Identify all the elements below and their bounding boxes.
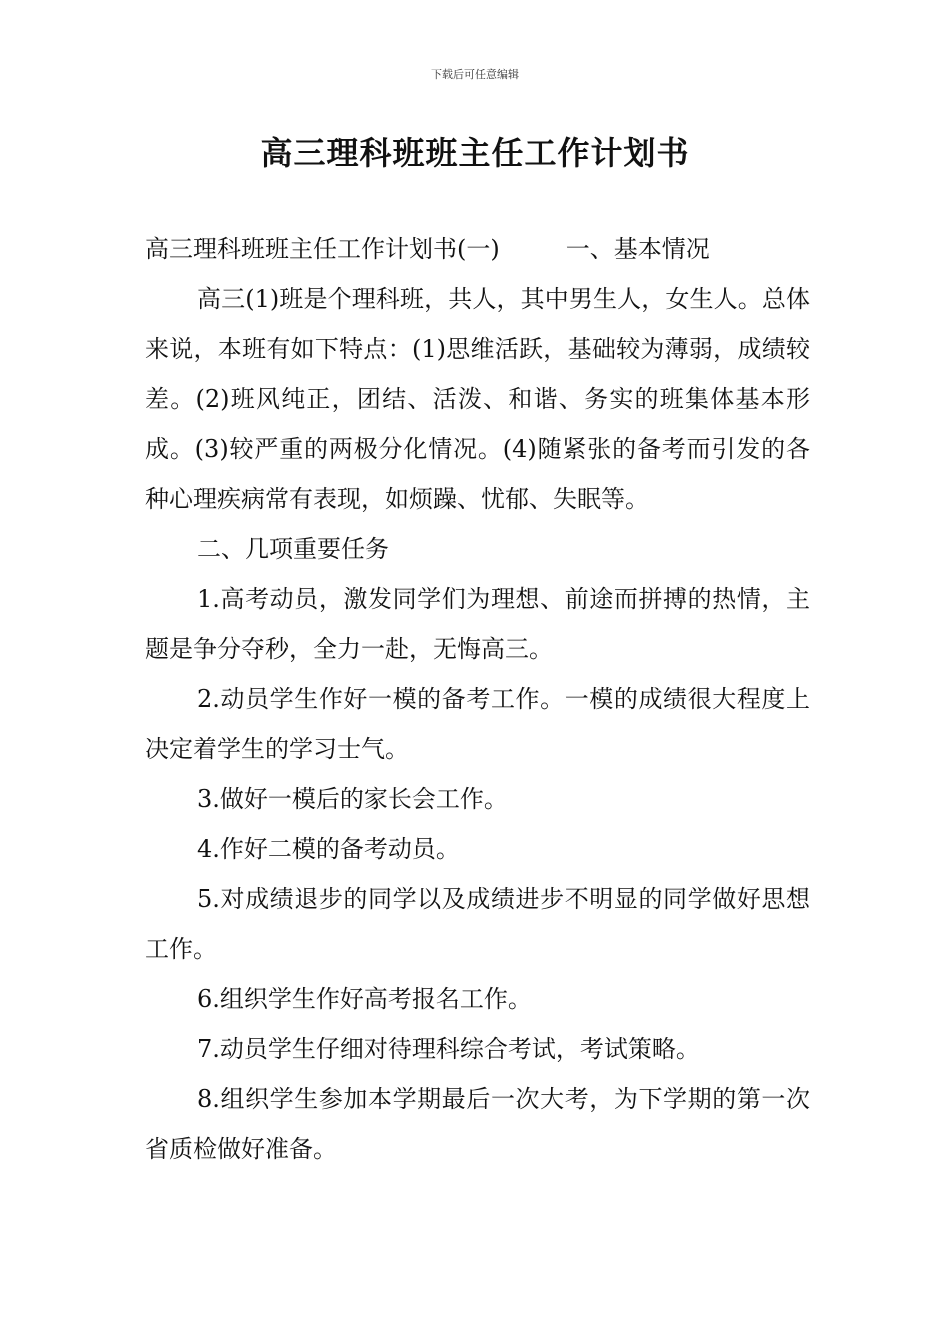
task-item-2: 2.动员学生作好一模的备考工作。一模的成绩很大程度上决定着学生的学习士气。 — [145, 685, 810, 763]
section-heading-tasks: 二、几项重要任务 — [197, 535, 389, 563]
task-item-6: 6.组织学生作好高考报名工作。 — [197, 985, 532, 1013]
task-item-5: 5.对成绩退步的同学以及成绩进步不明显的同学做好思想工作。 — [145, 885, 810, 963]
header-note: 下载后可任意编辑 — [431, 68, 519, 81]
part-title: 高三理科班班主任工作计划书(一) — [145, 235, 500, 263]
document-title: 高三理科班班主任工作计划书 — [260, 134, 690, 172]
section-heading-basic: 一、基本情况 — [565, 235, 710, 263]
intro-line — [145, 224, 810, 274]
task-item-3: 3.做好一模后的家长会工作。 — [197, 785, 508, 813]
document-body — [145, 224, 810, 1174]
task-item-4: 4.作好二模的备考动员。 — [197, 835, 460, 863]
paragraph-class-overview: 高三(1)班是个理科班，共人，其中男生人，女生人。总体来说，本班有如下特点：(1)思维活跃，基础较为薄弱，成绩较差。(2)班风纯正，团结、活泼、和谐、务实的班集体基本形成。(3)较严重的两极分化情况。(4)随紧张的备考而引发的各种心理疾病常有表现，如烦躁、忧郁、失眠等。 — [145, 285, 810, 513]
task-item-7: 7.动员学生仔细对待理科综合考试，考试策略。 — [197, 1035, 700, 1063]
task-item-8: 8.组织学生参加本学期最后一次大考，为下学期的第一次省质检做好准备。 — [145, 1085, 810, 1163]
task-item-1: 1.高考动员，激发同学们为理想、前途而拼搏的热情，主题是争分夺秒，全力一赴，无悔高三。 — [145, 585, 810, 663]
